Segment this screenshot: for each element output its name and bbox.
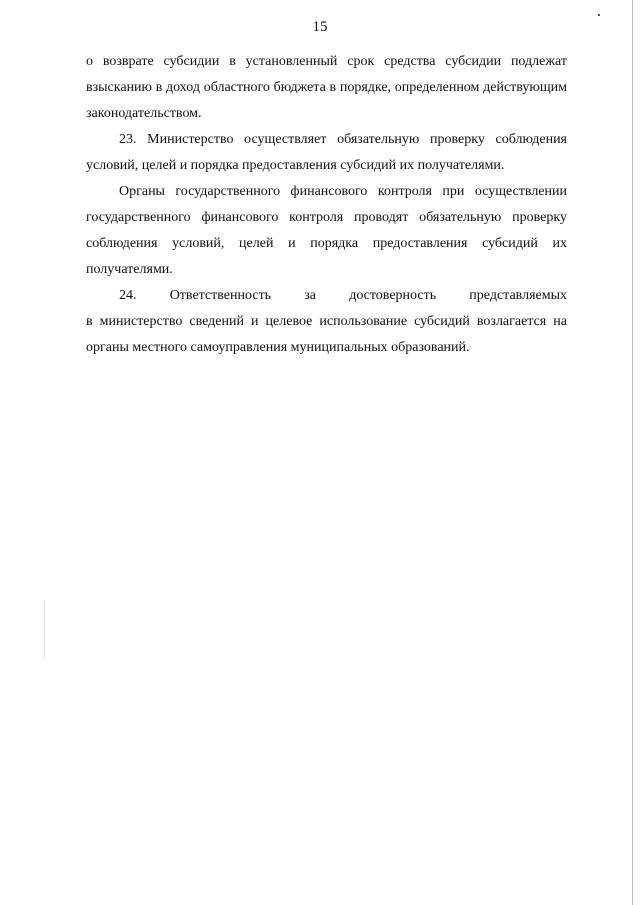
paragraph-item-24-first-line: 24. Ответственность за достоверность представляемых bbox=[119, 288, 567, 303]
scan-edge-line bbox=[632, 0, 633, 905]
scan-artifact-line bbox=[44, 600, 45, 660]
document-body bbox=[86, 49, 567, 361]
paragraph-continuation: о возврате субсидии в установленный срок средства субсидии подлежат взысканию в доход областного бюджета в порядке, определенном действующим законодательством. bbox=[86, 54, 567, 121]
page-number: 15 bbox=[312, 19, 328, 35]
paragraph-financial-control: Органы государственного финансового контроля при осуществлении государственного финансового контроля проводят обязательную проверку соблюдения условий, целей и порядка предоставления субсидий их получателями. bbox=[86, 184, 567, 277]
paragraph-item-24-rest: в министерство сведений и целевое использование субсидий возлагается на органы местного самоуправления муниципальных образований. bbox=[86, 314, 567, 355]
paragraph-item-23: 23. Министерство осуществляет обязательную проверку соблюдения условий, целей и порядка предоставления субсидий их получателями. bbox=[86, 132, 567, 173]
scan-artifact-dot bbox=[598, 14, 600, 16]
